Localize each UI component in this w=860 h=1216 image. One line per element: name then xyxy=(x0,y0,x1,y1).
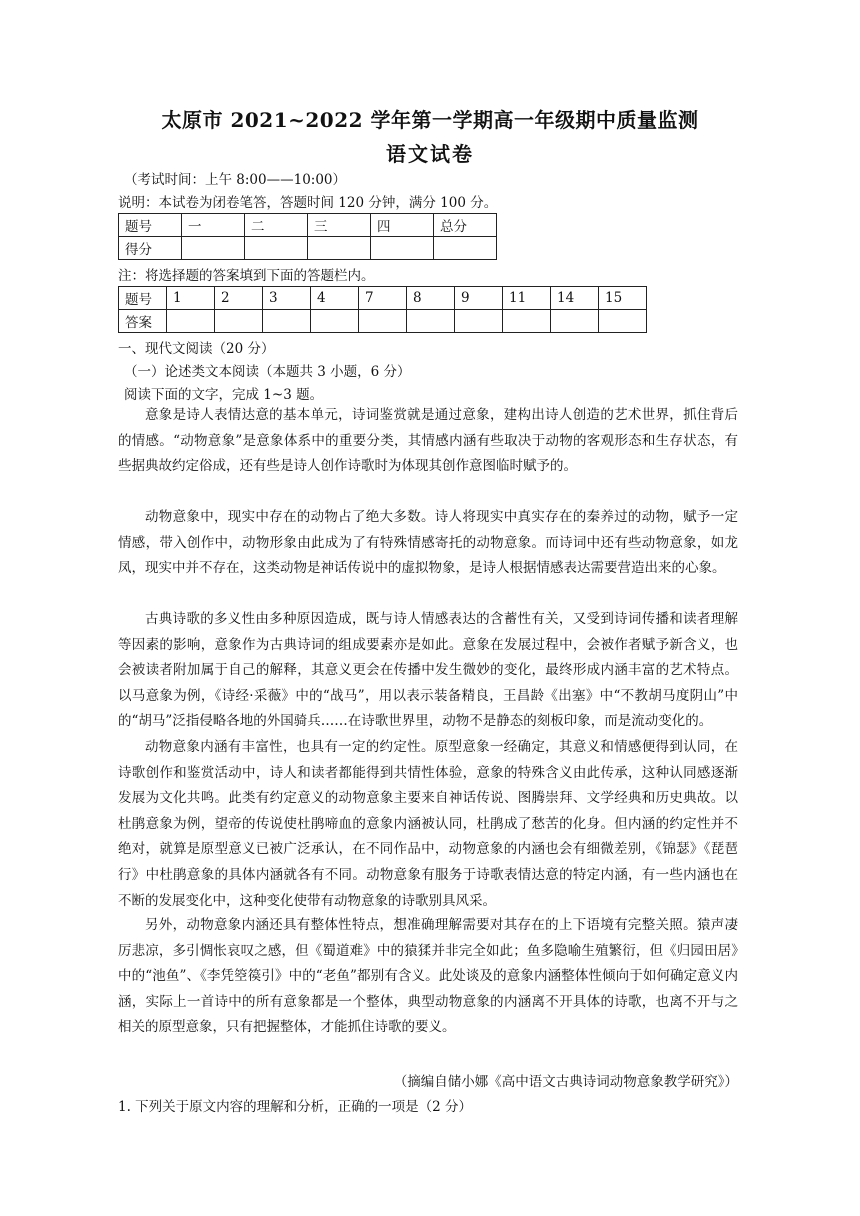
section-title: 一、现代文阅读（20 分） xyxy=(118,341,275,357)
answer-header-cell: 14 xyxy=(551,287,599,310)
answer-row-label: 答案 xyxy=(119,310,167,333)
score-header-cell: 三 xyxy=(308,214,371,237)
passage-paragraph-4: 动物意象内涵有丰富性，也具有一定的约定性。原型意象一经确定，其意义和情感便得到认同，在诗歌创作和鉴赏活动中，诗人和读者都能得到共情性体验，意象的特殊含义由此传承，这种认同感逐渐发展为文化共鸣。此类有约定意义的动物意象主要来自神话传说、图腾崇拜、文学经典和历史典故。以杜鹃意象为例，望帝的传说使杜鹃啼血的意象内涵被认同，杜鹃成了愁苦的化身。但内涵的约定性并不绝对，就算是原型意义已被广泛承认，在不同作品中，动物意象的内涵也会有细微差别，《锦瑟》《琵琶行》中杜鹃意象的具体内涵就各有不同。动物意象有服务于诗歌表情达意的特定内涵，有一些内涵也在不断的发展变化中，这种变化使带有动物意象的诗歌别具风采。 xyxy=(118,739,738,909)
answer-cell[interactable] xyxy=(599,310,647,333)
score-table-header-row xyxy=(119,214,497,237)
answer-cell[interactable] xyxy=(359,310,407,333)
question-1: 1. 下列关于原文内容的理解和分析，正确的一项是（2 分） xyxy=(118,1099,473,1115)
passage-paragraph-3: 古典诗歌的多义性由多种原因造成，既与诗人情感表达的含蓄性有关，又受到诗词传播和读者理解等因素的影响，意象作为古典诗词的组成要素亦是如此。意象在发展过程中，会被作者赋予新含义，也会被读者附加属于自己的解释，其意义更会在传播中发生微妙的变化，最终形成内涵丰富的艺术特点。以马意象为例，《诗经·采薇》中的“战马”，用以表示装备精良，王昌龄《出塞》中“不教胡马度阴山”中的“胡马”泛指侵略各地的外国骑兵……在诗歌世界里，动物不是静态的刻板印象，而是流动变化的。 xyxy=(118,611,738,730)
answer-header-cell: 9 xyxy=(455,287,503,310)
score-row-label: 得分 xyxy=(119,237,182,260)
score-header-cell: 二 xyxy=(245,214,308,237)
section-intro: 阅读下面的文字，完成 1~3 题。 xyxy=(124,387,324,403)
score-cell[interactable] xyxy=(182,237,245,260)
score-header-cell: 总分 xyxy=(434,214,497,237)
answer-header-cell: 1 xyxy=(167,287,215,310)
answer-note: 注：将选择题的答案填到下面的答题栏内。 xyxy=(118,268,375,284)
score-cell[interactable] xyxy=(371,237,434,260)
answer-header-cell: 7 xyxy=(359,287,407,310)
answer-header-cell: 题号 xyxy=(119,287,167,310)
passage-paragraph-5: 另外，动物意象内涵还具有整体性特点，想准确理解需要对其存在的上下语境有完整关照。猿声凄厉悲凉，多引惆怅哀叹之感，但《蜀道难》中的猿猱并非完全如此；鱼多隐喻生殖繁衍，但《归园田居》中的“池鱼”、《李凭箜篌引》中的“老鱼”都别有含义。此处谈及的意象内涵整体性倾向于如何确定意义内涵，实际上一首诗中的所有意象都是一个整体，典型动物意象的内涵离不开具体的诗歌，也离不开与之相关的原型意象，只有把握整体，才能抓住诗歌的要义。 xyxy=(118,917,738,1036)
passage-source: （摘编自储小娜《高中语文古典诗词动物意象教学研究》） xyxy=(393,1074,738,1090)
answer-table xyxy=(118,286,647,333)
exam-time: （考试时间：上午 8:00——10:00） xyxy=(124,172,347,188)
score-cell[interactable] xyxy=(245,237,308,260)
answer-header-cell: 4 xyxy=(311,287,359,310)
answer-header-cell: 3 xyxy=(263,287,311,310)
section-subtitle: （一）论述类文本阅读（本题共 3 小题，6 分） xyxy=(124,364,411,380)
score-header-cell: 四 xyxy=(371,214,434,237)
score-cell[interactable] xyxy=(434,237,497,260)
answer-table-row xyxy=(119,310,647,333)
score-cell[interactable] xyxy=(308,237,371,260)
exam-subtitle: 语文试卷 xyxy=(386,142,474,166)
answer-cell[interactable] xyxy=(551,310,599,333)
answer-header-cell: 8 xyxy=(407,287,455,310)
score-table-row xyxy=(119,237,497,260)
answer-cell[interactable] xyxy=(263,310,311,333)
score-header-cell: 一 xyxy=(182,214,245,237)
answer-cell[interactable] xyxy=(503,310,551,333)
exam-instruction: 说明：本试卷为闭卷笔答，答题时间 120 分钟，满分 100 分。 xyxy=(118,195,498,211)
score-table xyxy=(118,213,497,260)
answer-cell[interactable] xyxy=(167,310,215,333)
answer-header-cell: 15 xyxy=(599,287,647,310)
answer-header-cell: 2 xyxy=(215,287,263,310)
answer-table-header-row xyxy=(119,287,647,310)
answer-cell[interactable] xyxy=(455,310,503,333)
answer-cell[interactable] xyxy=(407,310,455,333)
passage-paragraph-2: 动物意象中，现实中存在的动物占了绝大多数。诗人将现实中真实存在的秦养过的动物，赋予一定情感，带入创作中，动物形象由此成为了有特殊情感寄托的动物意象。而诗词中还有些动物意象，如龙凤，现实中并不存在，这类动物是神话传说中的虚拟物象，是诗人根据情感表达需要营造出来的心象。 xyxy=(118,509,738,577)
answer-header-cell: 11 xyxy=(503,287,551,310)
passage-paragraph-1: 意象是诗人表情达意的基本单元，诗词鉴赏就是通过意象，建构出诗人创造的艺术世界，抓住背后的情感。“动物意象”是意象体系中的重要分类，其情感内涵有些取决于动物的客观形态和生存状态，有些据典故约定俗成，还有些是诗人创作诗歌时为体现其创作意图临时赋予的。 xyxy=(118,407,738,475)
score-header-cell: 题号 xyxy=(119,214,182,237)
answer-cell[interactable] xyxy=(215,310,263,333)
answer-cell[interactable] xyxy=(311,310,359,333)
exam-title: 太原市 2021~2022 学年第一学期高一年级期中质量监测 xyxy=(161,108,699,132)
